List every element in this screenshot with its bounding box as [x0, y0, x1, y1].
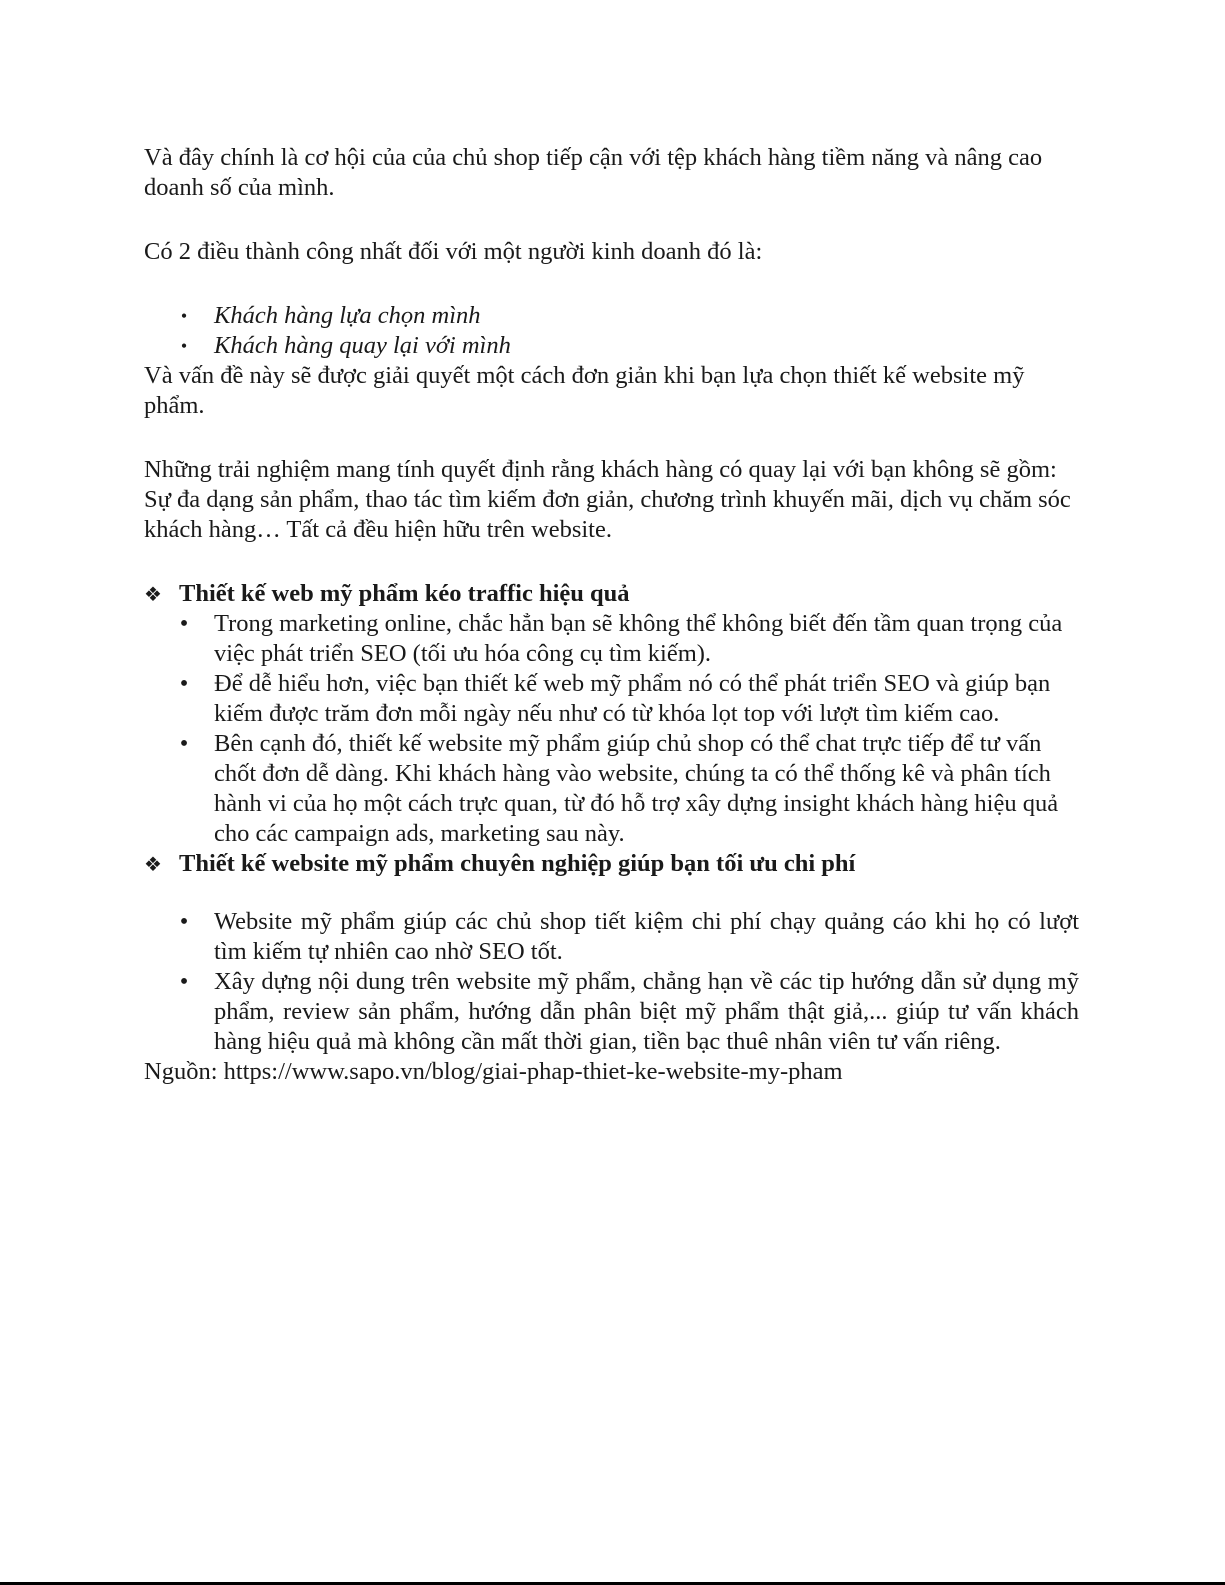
traffic-benefits-list — [144, 609, 1079, 849]
bullet-icon: • — [179, 908, 189, 935]
list-item-text: Khách hàng lựa chọn mình — [214, 302, 481, 329]
list-item-text: Để dễ hiểu hơn, việc bạn thiết kế web mỹ phẩm nó có thể phát triển SEO và giúp bạn kiếm được trăm đơn mỗi ngày nếu như có từ khóa lọt top với lượt tìm kiếm cao. — [214, 670, 1051, 727]
list-item — [144, 907, 1079, 967]
list-item — [144, 967, 1079, 1057]
bullet-icon: • — [179, 730, 189, 757]
diamond-bullet-icon: ❖ — [144, 582, 162, 606]
list-item — [144, 669, 1079, 729]
list-item-text: Xây dựng nội dung trên website mỹ phẩm, chẳng hạn về các tip hướng dẫn sử dụng mỹ phẩm, review sản phẩm, hướng dẫn phân biệt mỹ phẩm thật giả,... giúp tư vấn khách hàng hiệu quả mà không cần mất thời gian, tiền bạc thuê nhân viên tư vấn riêng. — [214, 968, 1079, 1055]
list-item-text: Trong marketing online, chắc hẳn bạn sẽ không thể không biết đến tầm quan trọng của việc phát triển SEO (tối ưu hóa công cụ tìm kiếm). — [214, 610, 1063, 667]
success-factors-list — [144, 301, 1079, 361]
section-heading-text: Thiết kế web mỹ phẩm kéo traffic hiệu quả — [179, 580, 630, 607]
section-heading-text: Thiết kế website mỹ phẩm chuyên nghiệp giúp bạn tối ưu chi phí — [179, 850, 856, 877]
document-page — [144, 143, 1079, 1087]
list-item-text: Khách hàng quay lại với mình — [214, 332, 511, 359]
paragraph-solution: Và vấn đề này sẽ được giải quyết một cách đơn giản khi bạn lựa chọn thiết kế website mỹ phẩm. — [144, 362, 1025, 419]
section-heading-cost — [144, 849, 1079, 879]
bullet-icon: • — [179, 610, 189, 637]
bullet-icon: • — [179, 670, 189, 697]
paragraph-success-factors: Có 2 điều thành công nhất đối với một người kinh doanh đó là: — [144, 238, 763, 265]
list-item — [144, 301, 1079, 331]
list-item-text: Website mỹ phẩm giúp các chủ shop tiết kiệm chi phí chạy quảng cáo khi họ có lượt tìm kiếm tự nhiên cao nhờ SEO tốt. — [214, 908, 1079, 965]
diamond-bullet-icon: ❖ — [144, 852, 162, 876]
list-item — [144, 331, 1079, 361]
cost-benefits-list — [144, 907, 1079, 1057]
bullet-icon: • — [179, 968, 189, 995]
section-heading-traffic — [144, 579, 1079, 609]
paragraph-experience: Những trải nghiệm mang tính quyết định rằng khách hàng có quay lại với bạn không sẽ gồm: Sự đa dạng sản phẩm, thao tác tìm kiếm đơn giản, chương trình khuyến mãi, dịch vụ chăm sóc khách hàng… Tất cả đều hiện hữu trên website. — [144, 456, 1071, 543]
bullet-icon: • — [180, 336, 188, 356]
list-item — [144, 729, 1079, 849]
list-item-text: Bên cạnh đó, thiết kế website mỹ phẩm giúp chủ shop có thể chat trực tiếp để tư vấn chốt đơn dễ dàng. Khi khách hàng vào website, chúng ta có thể thống kê và phân tích hành vi của họ một cách trực quan, từ đó hỗ trợ xây dựng insight khách hàng hiệu quả cho các campaign ads, marketing sau này. — [214, 730, 1059, 847]
list-item — [144, 609, 1079, 669]
paragraph-intro: Và đây chính là cơ hội của của chủ shop tiếp cận với tệp khách hàng tiềm năng và nâng cao doanh số của mình. — [144, 144, 1043, 201]
source-link-text: Nguồn: https://www.sapo.vn/blog/giai-phap-thiet-ke-website-my-pham — [144, 1058, 843, 1085]
bullet-icon: • — [180, 306, 188, 326]
